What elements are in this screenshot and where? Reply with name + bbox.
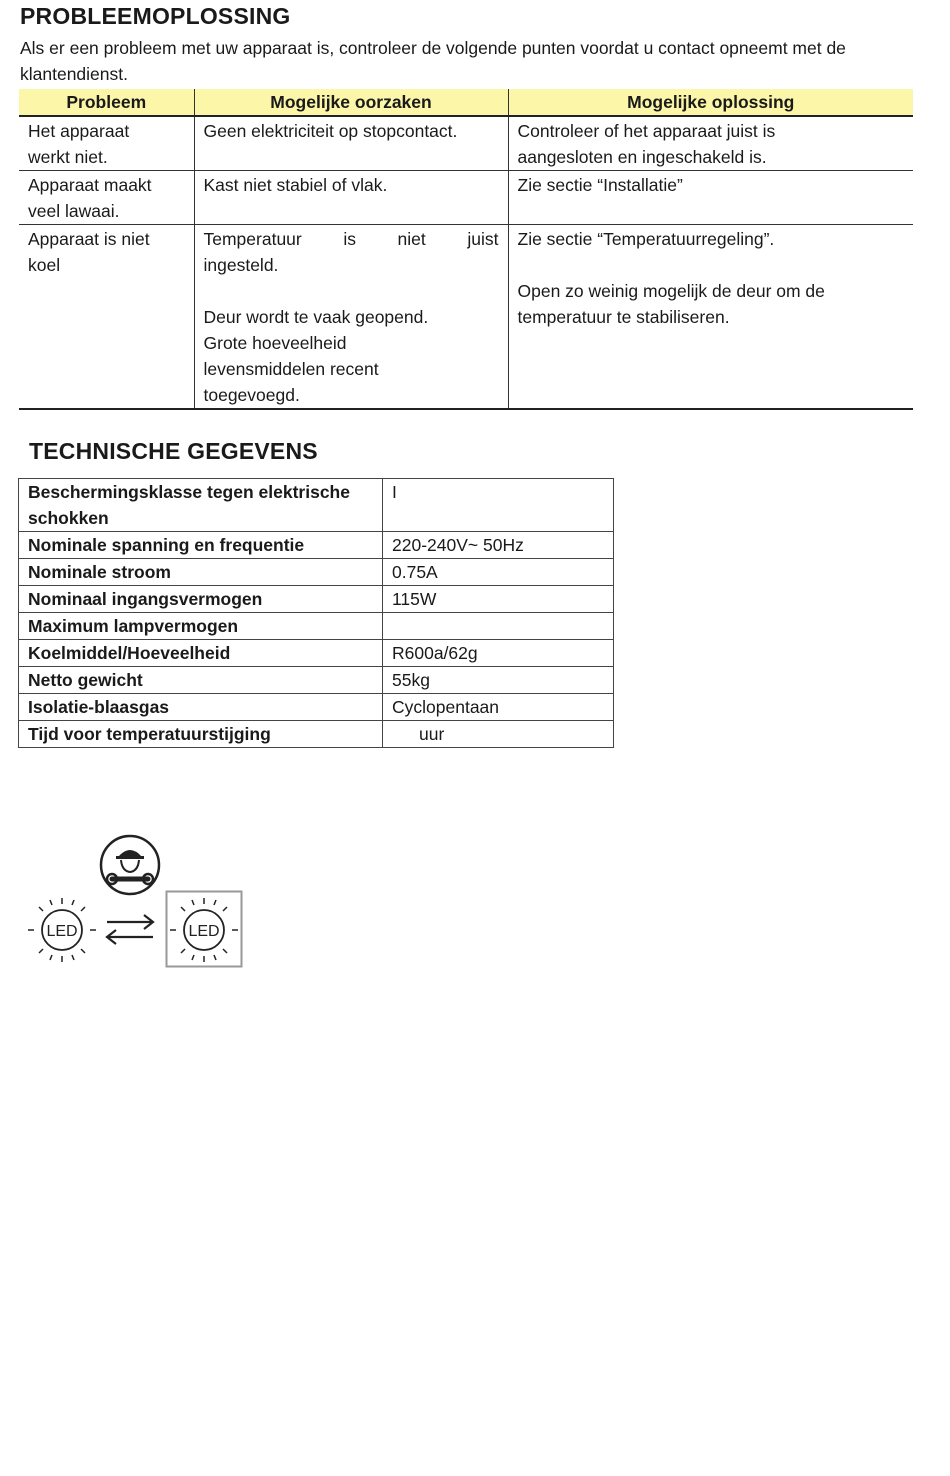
- led-lamp-boxed-icon: [165, 890, 243, 968]
- causes-cell: [194, 225, 508, 410]
- table-row: [19, 116, 913, 171]
- table-row: [19, 225, 913, 410]
- table-row: [19, 532, 614, 559]
- spec-label: Isolatie-blaasgas: [19, 694, 383, 721]
- table-row: [19, 171, 913, 225]
- cause-line: ingesteld.: [203, 255, 279, 275]
- spec-value: R600a/62g: [383, 640, 614, 667]
- cause-line: Grote hoeveelheid: [203, 333, 347, 353]
- table-row: [19, 586, 614, 613]
- technical-table: [18, 478, 614, 748]
- line-gap: [518, 252, 905, 278]
- spec-label: Maximum lampvermogen: [19, 613, 383, 640]
- spec-value: Cyclopentaan: [383, 694, 614, 721]
- cause-line: levensmiddelen recent: [203, 359, 379, 379]
- table-row: [19, 721, 614, 748]
- spec-label: Koelmiddel/Hoeveelheid: [19, 640, 383, 667]
- problem-line: Het apparaat: [28, 121, 130, 141]
- cause-line: toegevoegd.: [203, 385, 300, 405]
- table-row: [19, 559, 614, 586]
- causes-cell: [194, 171, 508, 225]
- cause-line: Geen elektriciteit op stopcontact.: [203, 121, 458, 141]
- spec-label: Beschermingsklasse tegen elektrische schokken: [19, 479, 383, 532]
- table-row: [19, 667, 614, 694]
- problem-line: werkt niet.: [28, 147, 108, 167]
- troubleshooting-intro: Als er een probleem met uw apparaat is, controleer de volgende punten voordat u contact opneemt met de klantendienst.: [20, 38, 846, 84]
- problem-cell: [19, 116, 194, 171]
- problem-line: koel: [28, 255, 61, 275]
- solution-line: aangesloten en ingeschakeld is.: [517, 147, 767, 167]
- cause-line: Temperatuur is niet juist: [203, 229, 499, 249]
- solution-cell: [508, 225, 913, 410]
- spec-value: I: [383, 479, 614, 532]
- line-gap: [204, 278, 499, 304]
- spec-label: Nominale stroom: [19, 559, 383, 586]
- header-solution: Mogelijke oplossing: [508, 89, 913, 116]
- solution-line: Zie sectie “Temperatuurregeling”.: [517, 229, 775, 249]
- spec-label: Nominale spanning en frequentie: [19, 532, 383, 559]
- solution-line: Zie sectie “Installatie”: [517, 175, 683, 195]
- solution-cell: [508, 116, 913, 171]
- technician-wrench-icon: [98, 833, 162, 897]
- solution-line: temperatuur te stabiliseren.: [517, 307, 730, 327]
- spec-value: [383, 613, 614, 640]
- problem-line: Apparaat is niet: [28, 229, 150, 249]
- spec-value: 220-240V~ 50Hz: [383, 532, 614, 559]
- spec-value: 0.75A: [383, 559, 614, 586]
- spec-value: uur: [383, 721, 614, 748]
- solution-line: Open zo weinig mogelijk de deur om de: [517, 281, 825, 301]
- problem-line: veel lawaai.: [28, 201, 120, 221]
- troubleshooting-table: [19, 89, 913, 410]
- technical-title: TECHNISCHE GEGEVENS: [29, 438, 318, 464]
- swap-arrows-icon: [104, 912, 156, 946]
- causes-cell: [194, 116, 508, 171]
- spec-label: Tijd voor temperatuurstijging: [19, 721, 383, 748]
- spec-value: 55kg: [383, 667, 614, 694]
- led-label: LED: [188, 923, 220, 940]
- spec-value: 115W: [383, 586, 614, 613]
- led-lamp-icon: [25, 893, 100, 968]
- cause-line: Kast niet stabiel of vlak.: [203, 175, 388, 195]
- header-causes: Mogelijke oorzaken: [194, 89, 508, 116]
- header-problem: Probleem: [19, 89, 194, 116]
- table-row: [19, 694, 614, 721]
- solution-line: Controleer of het apparaat juist is: [517, 121, 776, 141]
- problem-line: Apparaat maakt: [28, 175, 152, 195]
- troubleshooting-title: PROBLEEMOPLOSSING: [20, 3, 291, 29]
- spec-label: Nominaal ingangsvermogen: [19, 586, 383, 613]
- table-row: [19, 640, 614, 667]
- table-header-row: [19, 89, 913, 116]
- led-label: LED: [46, 923, 78, 940]
- spec-label: Netto gewicht: [19, 667, 383, 694]
- solution-cell: [508, 171, 913, 225]
- table-row: [19, 479, 614, 532]
- problem-cell: [19, 225, 194, 410]
- problem-cell: [19, 171, 194, 225]
- table-row: [19, 613, 614, 640]
- cause-line: Deur wordt te vaak geopend.: [203, 307, 429, 327]
